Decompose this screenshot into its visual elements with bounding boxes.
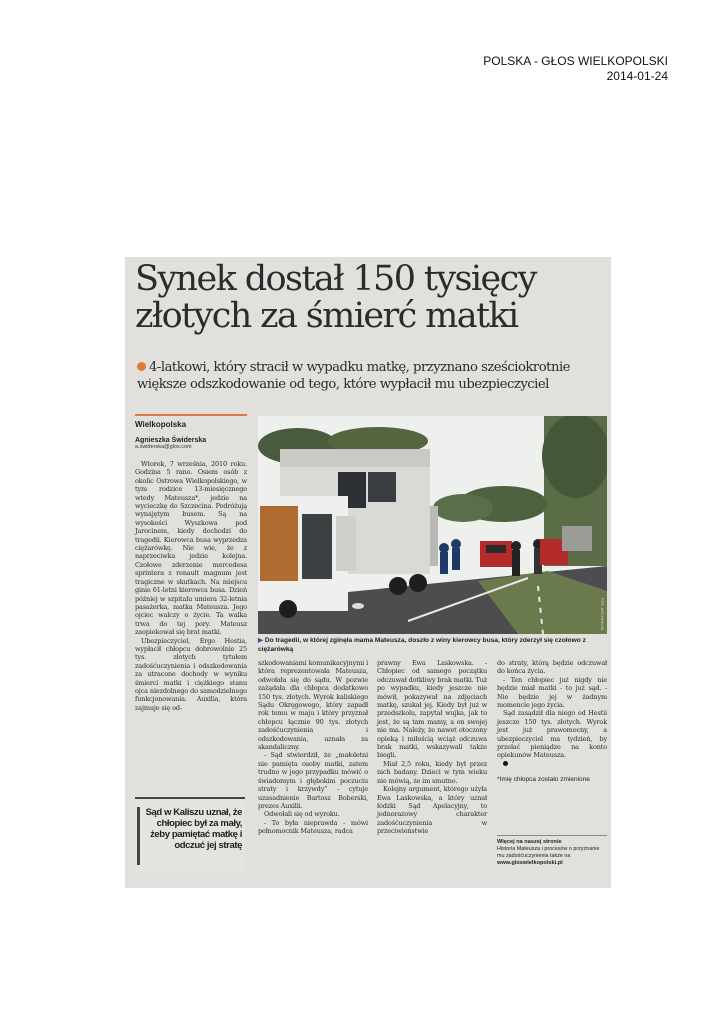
headline: [135, 261, 605, 335]
accident-photo: [258, 416, 607, 634]
author-email: a.swiderska@glos.com: [135, 444, 192, 450]
paragraph: Ubezpieczyciel, Ergo Hestia, wypłacił chłopcu dobrowolnie 25 tys. złotych tytułem zadośćuczynienia i odszkodowania za utracone dochody w wyniku śmierci matki i ciężkiego stanu ojca niezdolnego do samodzielnego funkcjonowania. Auxilia, która zajmuje się od-: [135, 636, 247, 712]
publication-name: POLSKA - GŁOS WIELKOPOLSKI: [483, 54, 668, 68]
paragraph: - Sąd stwierdził, że „małoletni nie pamięta osoby matki, zatem trudno w jego przypadku mówić o świadomym i głębokim poczuciu straty i krzywdy” - cytuje uzasadnienie Bartosz Boberski, prezes Auxilii.: [258, 751, 368, 810]
column-1: [135, 414, 247, 712]
paragraph: Odwołali się od wyroku.: [264, 810, 340, 819]
bullet-dot-icon: [137, 362, 146, 371]
paragraph: prawny Ewa Laskowska. - Chłopiec od samego początku odczuwał dotkliwy brak matki. Tuż po wypadku, kiedy jeszcze nie mówił, pokazywał na zdjęciach matkę, szukał jej. Kiedy był już w przedszkolu, zapytał wujka, jak to jest, że są tam mamy, a on swojej nie ma. Należy, że nawet otoczony opieką i miłością wciąż odczuwa brak matki, wskazywali także biegli.: [377, 659, 487, 760]
column-4: [497, 659, 607, 784]
paragraph: do straty, którą będzie odczuwał do końca życia.: [497, 659, 607, 676]
promo-text: Historia Mateusza i procesów o przyznanie mu zadośćuczynienia także na: [497, 846, 600, 859]
source-header: [483, 54, 668, 84]
paragraph: Miał 2,5 roku, kiedy był przez nich badany. Dzieci w tym wieku nie mówią, że im smutno.: [377, 759, 487, 785]
headline-line-1: Synek dostał 150 tysięcy: [135, 259, 536, 299]
headline-line-2: złotych za śmierć matki: [135, 296, 518, 336]
body-text-col4: [497, 659, 607, 768]
pull-quote-text: Sąd w Kaliszu uznał, że chłopiec był za mały, żeby pamiętać matkę i odczuć jej stratę: [145, 807, 242, 851]
pull-quote: [135, 797, 245, 873]
paragraph: - To była nieprawda - mówi pełnomocnik Mateusza, radca: [258, 818, 368, 836]
lead-text: 4-latkowi, który stracił w wypadku matkę, przyznano sześciokrotnie większe odszkodowanie od tego, które wypłacił mu ubezpieczyciel: [137, 360, 570, 392]
photo-caption: [258, 637, 607, 654]
caption-text: Do tragedii, w której zginęła mama Mateusza, doszło z winy kierowcy busa, który zderzył się czołowo z ciężarówką: [258, 637, 586, 653]
body-text-col3: [377, 659, 487, 836]
publication-date: 2014-01-24: [606, 69, 668, 83]
end-mark: [497, 760, 607, 768]
newspaper-clipping: [125, 257, 611, 888]
photo-credit: FOT. ARCHIWUM: [600, 598, 605, 630]
accident-scene-image: [258, 416, 607, 634]
section-rubric: Wielkopolska: [135, 414, 247, 429]
paragraph: Wtorek, 7 września, 2010 roku. Godzina 5 rano. Osiem osób z okolic Ostrowa Wielkopolskiego, w tym rodzice 13-miesięcznego wtedy Mateusza*, jedzie na wycieczkę do Szczecina. Podróżują wynajętym busem. Są na wysokości Wyszkowa pod Jarocinem, kiedy dochodzi do tragedii. Kierowca busa wyprzedza ciężarówkę. Nie wie, że z naprzeciwka jedzie kolejna. Czołowe zderzenie mercedesa sprintera z renault magnum jest tragiczne w skutkach. Na miejscu ginie 61-letni kierowca busa. Dzień później w szpitalu umiera 32-letnia pasażerka, matka Mateusza. Jego ojciec walczy o życie. Ta walka trwa do tej pory. Mateusz zaopiekował się brat matki.: [135, 460, 247, 637]
body-text-col2: [258, 659, 368, 836]
website-promo: [497, 835, 607, 867]
promo-title: Więcej na naszej stronie: [497, 839, 562, 845]
paragraph: - Ten chłopiec już nigdy nie będzie miał matki - to już sąd. - Nie będzie jej w żadnym momencie jego życia.: [497, 675, 607, 710]
pull-quote-bar: [137, 807, 140, 865]
author-name: Agnieszka Świderska: [135, 437, 207, 444]
end-dot-icon: [503, 761, 508, 766]
paragraph: Sąd zasądził dla niego od Hestii jeszcze 150 tys. złotych. Wyrok jest już prawomocny, a ubezpieczyciel ma tydzień, by przelać pieniądze na konto opiekunów Mateusza.: [497, 709, 607, 760]
caption-triangle-icon: ▶: [258, 637, 265, 644]
footnote: *Imię chłopca zostało zmienione: [497, 776, 590, 784]
promo-url: www.gloswielkopolski.pl: [497, 860, 563, 866]
paragraph: Kolejny argument, którego użyła Ewa Laskowska, a który uznał łódzki Sąd Apelacyjny, to jednorazowy charakter zadośćuczynienia w przeciwieństwie: [377, 785, 487, 836]
paragraph: szkodowaniami komunikacyjnymi i która reprezentowała Mateusza, odwołała się do sądu. W pozwie zażądała dla chłopca dodatkowo 150 tys. złotych. Wyrok kaliskiego Sądu Okręgowego, który zapadł rok temu w maju i który przyznał chłopcu łącznie 90 tys. złotych zadośćuczynienia i odszkodowania, uznała za skandaliczny.: [258, 659, 368, 752]
body-text-col1: [135, 460, 247, 712]
lead-paragraph: [137, 359, 607, 393]
